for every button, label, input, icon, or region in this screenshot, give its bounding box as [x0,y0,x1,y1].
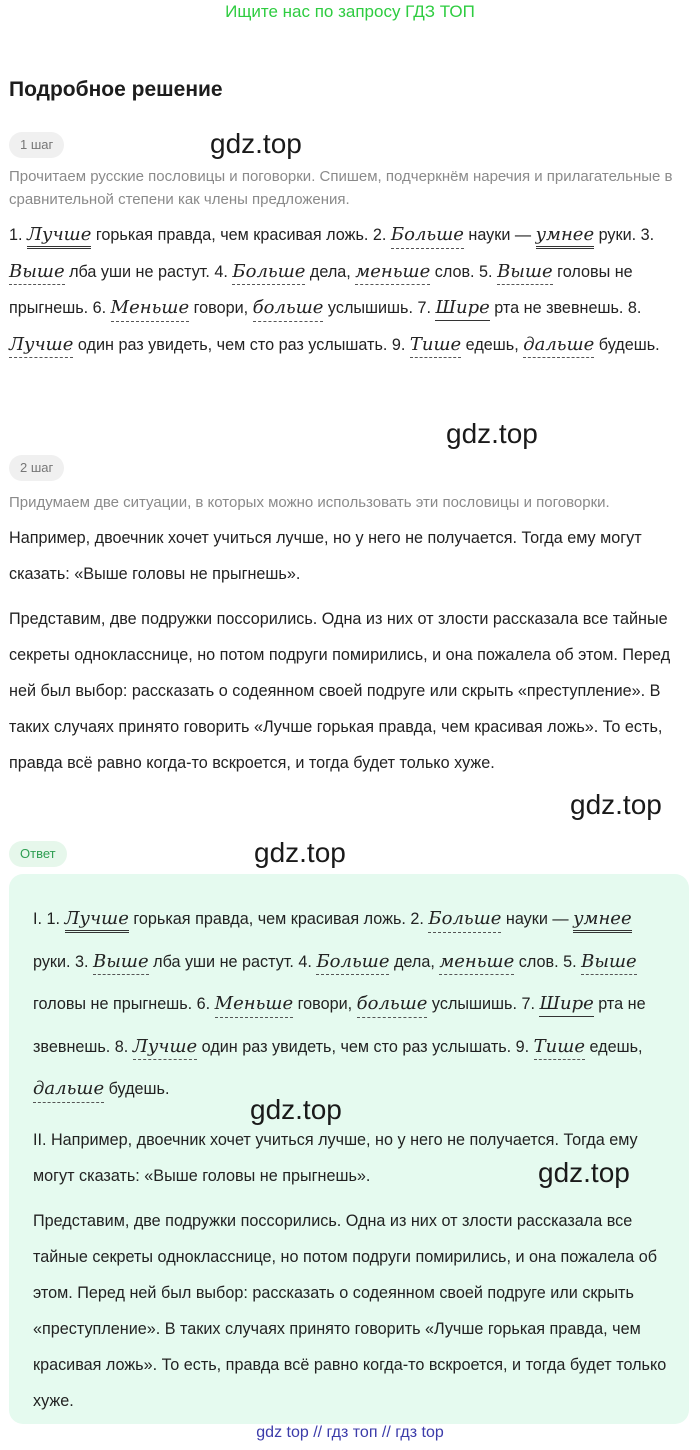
step-1-hint: Прочитаем русские пословицы и поговорки. Спишем, подчеркнём наречия и прилагательные в сравнительной степени как члены предложения. [9,168,673,208]
underlined-word: Тише [410,335,461,359]
watermark: gdz.top [570,789,662,820]
proverb-text: горькая правда, чем красивая ложь. 2. [91,226,391,244]
underlined-word: Шире [539,994,593,1017]
answer-proverbs [33,898,673,1111]
proverb-text: говори, [189,299,253,317]
proverb-text: лба уши не растут. 4. [148,952,317,971]
underlined-word: больше [253,298,324,322]
underlined-word: меньше [439,952,514,976]
step-2-hint: Придумаем две ситуации, в которых можно использовать эти пословицы и поговорки. [9,494,610,511]
underlined-word: Больше [316,952,389,976]
underlined-word: Тише [534,1037,585,1061]
step-1-proverbs [9,217,689,363]
proverb-text: головы не прыгнешь. 6. [33,995,215,1013]
underlined-word: Больше [428,909,501,933]
watermark: gdz.top [446,418,538,449]
proverb-text: руки. 3. [594,226,655,244]
step-2-example-1: Например, двоечник хочет учиться лучше, но у него не получается. Тогда ему могут сказать: «Выше головы не прыгнешь». [9,529,642,583]
roman-numeral: I. [33,910,47,928]
proverb-text: будешь. [104,1080,170,1098]
underlined-word: меньше [355,262,430,286]
underlined-word: Больше [391,225,464,249]
proverb-text: будешь. [594,335,660,354]
proverb-text: головы не прыгнешь. 6. [9,262,633,317]
step-2-example-2: Представим, две подружки поссорились. Одна из них от злости рассказала все тайные секреты однокласснице, но потом подруги помирились, и она пожалела об этом. Перед ней был выбор: рассказать о содеянном своей подруге или скрыть «преступление». В таких случаях принято говорить «Лучше горькая правда, чем красивая ложь». То есть, правда всё равно когда-то вскроется, и тогда будет только хуже. [9,610,671,772]
underlined-word: Меньше [215,994,293,1018]
proverb-text: науки — [501,910,574,928]
proverb-text: рта не звевнешь. 8. [489,299,642,317]
underlined-word: Выше [497,262,553,286]
underlined-word: дальше [523,335,594,359]
watermark: gdz.top [254,837,346,868]
answer-situation-1: II. Например, двоечник хочет учиться лучше, но у него не получается. Тогда ему могут сказать: «Выше головы не прыгнешь». [33,1131,638,1185]
watermark: gdz.top [250,1094,342,1125]
proverb-text: горькая правда, чем красивая ложь. 2. [128,910,429,928]
answer-badge: Ответ [9,841,67,867]
page-title: Подробное решение [9,78,223,101]
footer-links: gdz top // гдз топ // гдз top [256,1424,444,1441]
answer-situation-2: Представим, две подружки поссорились. Одна из них от злости рассказала все тайные секреты однокласснице, но потом подруги помирились, и она пожалела об этом. Перед ней был выбор: рассказать о содеянном своей подруге или скрыть «преступление». В таких случаях принято говорить «Лучше горькая правда, чем красивая ложь». То есть, правда всё равно когда-то вскроется, и тогда будет только хуже. [33,1212,667,1410]
search-banner: Ищите нас по запросу ГДЗ ТОП [225,2,475,21]
proverb-text: говори, [293,995,357,1013]
proverb-text: слов. 5. [514,952,582,971]
proverb-text: едешь, [584,1037,643,1056]
underlined-word: Лучше [27,225,91,249]
underlined-word: Лучше [65,909,129,933]
watermark: gdz.top [538,1157,630,1188]
proverb-text: лба уши не растут. 4. [64,262,233,281]
proverb-text: рта не звевнешь. 8. [33,995,646,1056]
underlined-word: Больше [232,262,305,286]
proverb-text: едешь, [461,335,524,354]
proverb-text: 1. [46,910,65,928]
underlined-word: Выше [581,952,637,976]
proverb-text: дела, [389,952,440,971]
underlined-word: больше [357,994,428,1018]
underlined-word: Шире [435,298,489,321]
proverb-text: дела, [305,262,356,281]
underlined-word: умнее [573,909,632,933]
underlined-word: дальше [33,1079,104,1103]
proverb-text: слов. 5. [430,262,498,281]
proverb-text: услышишь. 7. [427,995,540,1013]
proverb-text: 1. [9,226,27,244]
proverb-text: один раз увидеть, чем сто раз услышать. 9. [73,335,410,354]
proverb-text: услышишь. 7. [323,299,436,317]
underlined-word: Лучше [133,1037,197,1061]
proverb-text: руки. 3. [33,952,94,971]
proverb-text: науки — [463,226,536,244]
watermark: gdz.top [210,128,302,159]
underlined-word: Меньше [111,298,189,322]
proverb-text: один раз увидеть, чем сто раз услышать. 9. [197,1037,534,1056]
underlined-word: Выше [9,262,65,286]
underlined-word: Выше [93,952,149,976]
underlined-word: Лучше [9,335,73,359]
step-1-badge: 1 шаг [9,132,64,158]
underlined-word: умнее [536,225,595,249]
step-2-badge: 2 шаг [9,455,64,481]
